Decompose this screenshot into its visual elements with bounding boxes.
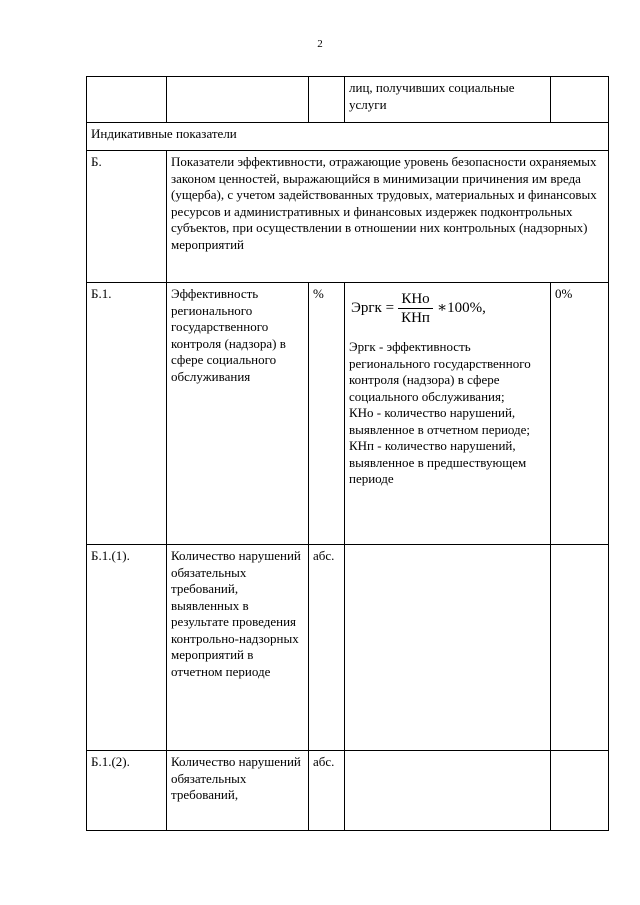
- group-description: Показатели эффективности, отражающие уровень безопасности охраняемых законом ценностей, выражающийся в минимизации причинения им вреда (ущерба), с учетом задействованных трудовых, материальных и финансовых ресурсов и административных и финансовых издержек подконтрольных субъектов, при осуществлении в отношении них контрольных (надзорных) мероприятий: [167, 151, 609, 283]
- table-cell: [345, 545, 551, 751]
- section-header-row: [87, 123, 609, 151]
- row-code: Б.1.(1).: [87, 545, 167, 751]
- formula-cell: [345, 283, 551, 545]
- row-code: Б.1.: [87, 283, 167, 545]
- indicator-name: Эффективность регионального государственного контроля (надзора) в сфере социального обслуживания: [167, 283, 309, 545]
- table-row: [87, 545, 609, 751]
- unit: абс.: [309, 545, 345, 751]
- unit: абс.: [309, 751, 345, 831]
- indicator-name: Количество нарушений обязательных требований, выявленных в результате проведения контрольно-надзорных мероприятий в отчетном периоде: [167, 545, 309, 751]
- table-cell: [345, 751, 551, 831]
- row-code: Б.1.(2).: [87, 751, 167, 831]
- formula-explanation-3: КНп - количество нарушений, выявленное в предшествующем периоде: [349, 438, 527, 486]
- table-cell: [87, 77, 167, 123]
- target-value: 0%: [551, 283, 609, 545]
- unit: %: [309, 283, 345, 545]
- formula: [351, 290, 546, 327]
- formula-explanation-1: Эргк - эффективность регионального государственного контроля (надзора) в сфере социального обслуживания;: [349, 339, 531, 404]
- table-cell: [167, 77, 309, 123]
- page-number: 2: [317, 38, 323, 50]
- formula-fraction: [398, 290, 433, 327]
- table-row: [87, 751, 609, 831]
- table-row: [87, 77, 609, 123]
- formula-rhs: ∗100%,: [436, 300, 486, 317]
- table-cell: [551, 751, 609, 831]
- formula-denominator: КНп: [401, 310, 430, 326]
- formula-lhs: Эргк =: [351, 300, 395, 317]
- indicator-name: Количество нарушений обязательных требований,: [167, 751, 309, 831]
- row-code: Б.: [87, 151, 167, 283]
- table-cell: [551, 77, 609, 123]
- table-cell: [309, 77, 345, 123]
- table-cell: лиц, получивших социальные услуги: [345, 77, 551, 123]
- table-cell: [551, 545, 609, 751]
- formula-explanation-2: КНо - количество нарушений, выявленное в отчетном периоде;: [349, 405, 531, 437]
- section-header: Индикативные показатели: [87, 123, 609, 151]
- table-row: [87, 283, 609, 545]
- formula-numerator: КНо: [398, 290, 432, 309]
- indicators-table: [86, 76, 609, 831]
- table-row: [87, 151, 609, 283]
